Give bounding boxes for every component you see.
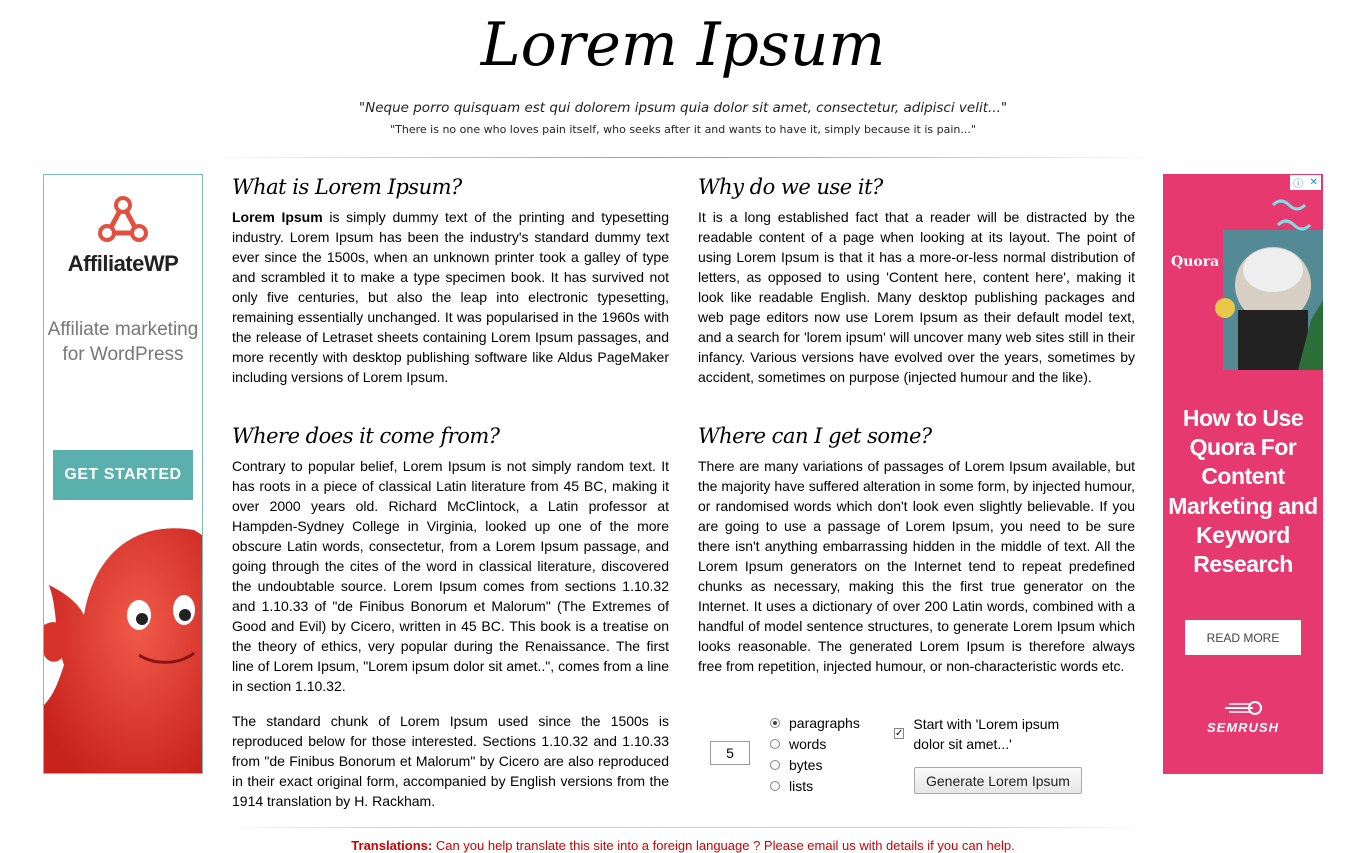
divider-bottom (215, 827, 1151, 828)
read-more-button[interactable]: READ MORE (1185, 620, 1301, 655)
close-icon[interactable]: ✕ (1309, 177, 1318, 188)
radio-label: words (789, 735, 827, 752)
radio-label: paragraphs (789, 714, 860, 731)
semrush-logo (1163, 700, 1323, 735)
quora-logo: Quora (1171, 254, 1220, 270)
lead-term: Lorem Ipsum (232, 209, 323, 225)
divider-top (215, 157, 1151, 158)
radio-label: bytes (789, 756, 823, 773)
section-why (698, 172, 1135, 387)
semrush-flame-icon (1223, 700, 1263, 716)
translations-text: Can you help translate this site into a foreign language ? Please email us with details if you can help. (432, 838, 1015, 853)
ad-quora-semrush[interactable] (1163, 174, 1323, 774)
affiliatewp-tagline: Affiliate marketing for WordPress (47, 319, 199, 365)
radio-button[interactable] (770, 781, 780, 791)
heading-why: Why do we use it? (698, 175, 883, 199)
affiliatewp-brand: AffiliateWP (67, 251, 179, 276)
ad-headline: How to Use Quora For Content Marketing and Keyword Research (1168, 405, 1318, 578)
generator-form (698, 712, 1138, 802)
generate-button[interactable]: Generate Lorem Ipsum (914, 767, 1082, 794)
start-with-lorem-checkbox[interactable]: ✓ (895, 728, 904, 739)
section-where-get (698, 421, 1135, 676)
radio-option-lists[interactable] (770, 775, 860, 796)
quote-english: "There is no one who loves pain itself, who seeks after it and wants to have it, simply because it is pain..." (390, 123, 976, 136)
radio-button[interactable] (770, 718, 780, 728)
amount-input[interactable] (710, 741, 750, 765)
unit-radio-group (770, 712, 860, 796)
info-icon[interactable]: ⓘ (1293, 179, 1304, 190)
start-with-lorem-option[interactable] (894, 714, 1074, 754)
heading-where-from: Where does it come from? (232, 424, 500, 448)
radio-option-bytes[interactable] (770, 754, 860, 775)
radio-label: lists (789, 777, 814, 794)
start-with-lorem-label: Start with 'Lorem ipsum dolor sit amet...' (913, 716, 1060, 752)
get-started-button[interactable]: GET STARTED (53, 450, 193, 500)
radio-button[interactable] (770, 739, 780, 749)
section-where-from (232, 421, 669, 811)
radio-option-words[interactable] (770, 733, 860, 754)
heading-where-get: Where can I get some? (698, 424, 932, 448)
paragraph-why: It is a long established fact that a reader will be distracted by the readable content of a page when looking at its layout. The point of using Lorem Ipsum is that it has a more-or-less normal distribution of letters, as opposed to using 'Content here, content here', making it look like readable English. Many desktop publishing packages and web page editors now use Lorem Ipsum as their default model text, and a search for 'lorem ipsum' will uncover many web sites still in their infancy. Various versions have evolved over the years, sometimes by accident, sometimes on purpose (injected humour and the like). (698, 209, 1135, 385)
radio-option-paragraphs[interactable] (770, 712, 860, 733)
translations-label: Translations: (351, 838, 433, 853)
semrush-wordmark: SEMRUSH (1206, 720, 1279, 735)
ad-affiliatewp[interactable] (43, 174, 203, 774)
paragraph-what-is (232, 207, 669, 387)
paragraph-what-is-text: is simply dummy text of the printing and typesetting industry. Lorem Ipsum has been the industry's standard dummy text ever since the 1500s, when an unknown printer took a galley of type and scrambled it to make a type specimen book. It has survived not only five centuries, but also the leap into electronic typesetting, remaining essentially unchanged. It was popularised in the 1960s with the release of Letraset sheets containing Lorem Ipsum passages, and more recently with desktop publishing software like Aldus PageMaker including versions of Lorem Ipsum. (232, 209, 670, 385)
affiliatewp-logo-icon (44, 195, 202, 247)
section-what-is (232, 172, 669, 387)
heading-what-is: What is Lorem Ipsum? (232, 175, 462, 199)
quote-latin: "Neque porro quisquam est qui dolorem ipsum quia dolor sit amet, consectetur, adipisci velit..." (358, 100, 1008, 116)
site-title: Lorem Ipsum (480, 10, 886, 80)
red-mascot-illustration (44, 515, 202, 774)
paragraph-where-get: There are many variations of passages of Lorem Ipsum available, but the majority have suffered alteration in some form, by injected humour, or randomised words which don't look even slightly believable. If you are going to use a passage of Lorem Ipsum, you need to be sure there isn't anything embarrassing hidden in the middle of text. All the Lorem Ipsum generators on the Internet tend to repeat predefined chunks as necessary, making this the first true generator on the Internet. It uses a dictionary of over 200 Latin words, combined with a handful of model sentence structures, to generate Lorem Ipsum which looks reasonable. The generated Lorem Ipsum is therefore always free from repetition, injected humour, or non-characteristic words etc. (698, 458, 1135, 674)
translations-notice (0, 838, 1366, 853)
radio-button[interactable] (770, 760, 780, 770)
ad-illustration (1163, 190, 1323, 374)
paragraph-standard-chunk: The standard chunk of Lorem Ipsum used since the 1500s is reproduced below for those interested. Sections 1.10.32 and 1.10.33 from "de Finibus Bonorum et Malorum" by Cicero are also reproduced in their exact original form, accompanied by English versions from the 1914 translation by H. Rackham. (232, 713, 669, 809)
adchoices-icon[interactable] (1290, 175, 1321, 190)
paragraph-where-from: Contrary to popular belief, Lorem Ipsum is not simply random text. It has roots in a piece of classical Latin literature from 45 BC, making it over 2000 years old. Richard McClintock, a Latin professor at Hampden-Sydney College in Virginia, looked up one of the more obscure Latin words, consectetur, from a Lorem Ipsum passage, and going through the cites of the word in classical literature, discovered the undoubtable source. Lorem Ipsum comes from sections 1.10.32 and 1.10.33 of "de Finibus Bonorum et Malorum" (The Extremes of Good and Evil) by Cicero, written in 45 BC. This book is a treatise on the theory of ethics, very popular during the Renaissance. The first line of Lorem Ipsum, "Lorem ipsum dolor sit amet..", comes from a line in section 1.10.32. (232, 458, 669, 694)
